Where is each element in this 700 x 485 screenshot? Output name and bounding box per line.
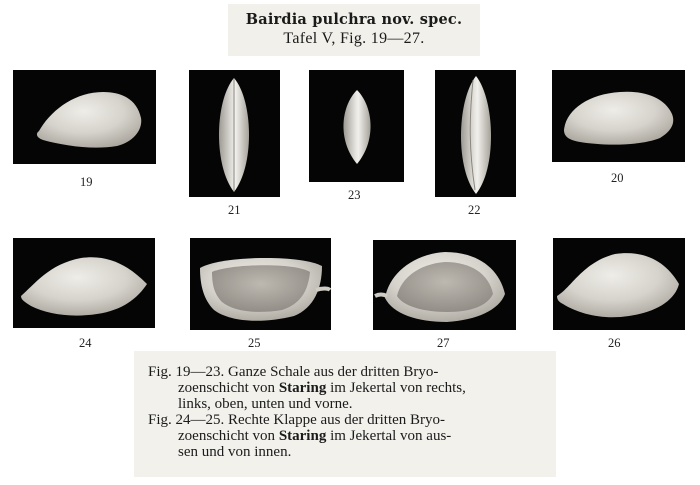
caption-text: zoenschicht von [178,428,279,444]
figure-26-photo [553,238,685,330]
caption-line: links, oben, unten und vorne. [178,396,353,412]
caption-line: Fig. 19—23. Ganze Schale aus der dritten Bryo- [148,364,439,380]
figure-20-photo [552,70,685,162]
figure-24-photo [13,238,155,328]
figure-19-photo [13,70,156,164]
figure-27-label: 27 [437,336,450,350]
caption-author: Staring [278,380,327,396]
figure-25-label: 25 [248,336,261,350]
plate-title: Bairdia pulchra nov. spec. [245,11,463,28]
valve-outside-image [13,238,155,328]
caption-line: sen und von innen. [178,444,292,460]
valve-inside-image [373,240,516,330]
figure-26-label: 26 [608,336,621,350]
plate-subtitle: Tafel V, Fig. 19—27. [283,30,425,47]
caption-text: im Jekertal von rechts, [326,380,466,396]
caption-text: im Jekertal von aus- [326,428,452,444]
caption-author: Staring [278,428,327,444]
figure-21-photo [189,70,280,197]
caption-line [178,429,451,444]
caption-block [134,351,556,477]
shell-lateral-image [13,70,156,164]
figure-19-label: 19 [80,175,93,189]
figure-22-label: 22 [468,203,481,217]
figure-24-label: 24 [79,336,92,350]
valve-inside-image [190,238,331,330]
figure-20-label: 20 [611,171,624,185]
caption-line: Fig. 24—25. Rechte Klappe aus der dritten Bryo- [148,412,446,428]
figure-23-label: 23 [348,188,361,202]
shell-ventral-image [435,70,516,197]
shell-lateral-image [552,70,685,162]
caption-line [178,381,466,396]
figure-23-photo [309,70,404,182]
valve-outside-image [553,238,685,330]
shell-dorsal-image [189,70,280,197]
figure-27-photo [373,240,516,330]
title-block [228,4,480,56]
caption-text: zoenschicht von [178,380,279,396]
figure-21-label: 21 [228,203,241,217]
figure-22-photo [435,70,516,197]
shell-front-image [309,70,404,182]
figure-25-photo [190,238,331,330]
